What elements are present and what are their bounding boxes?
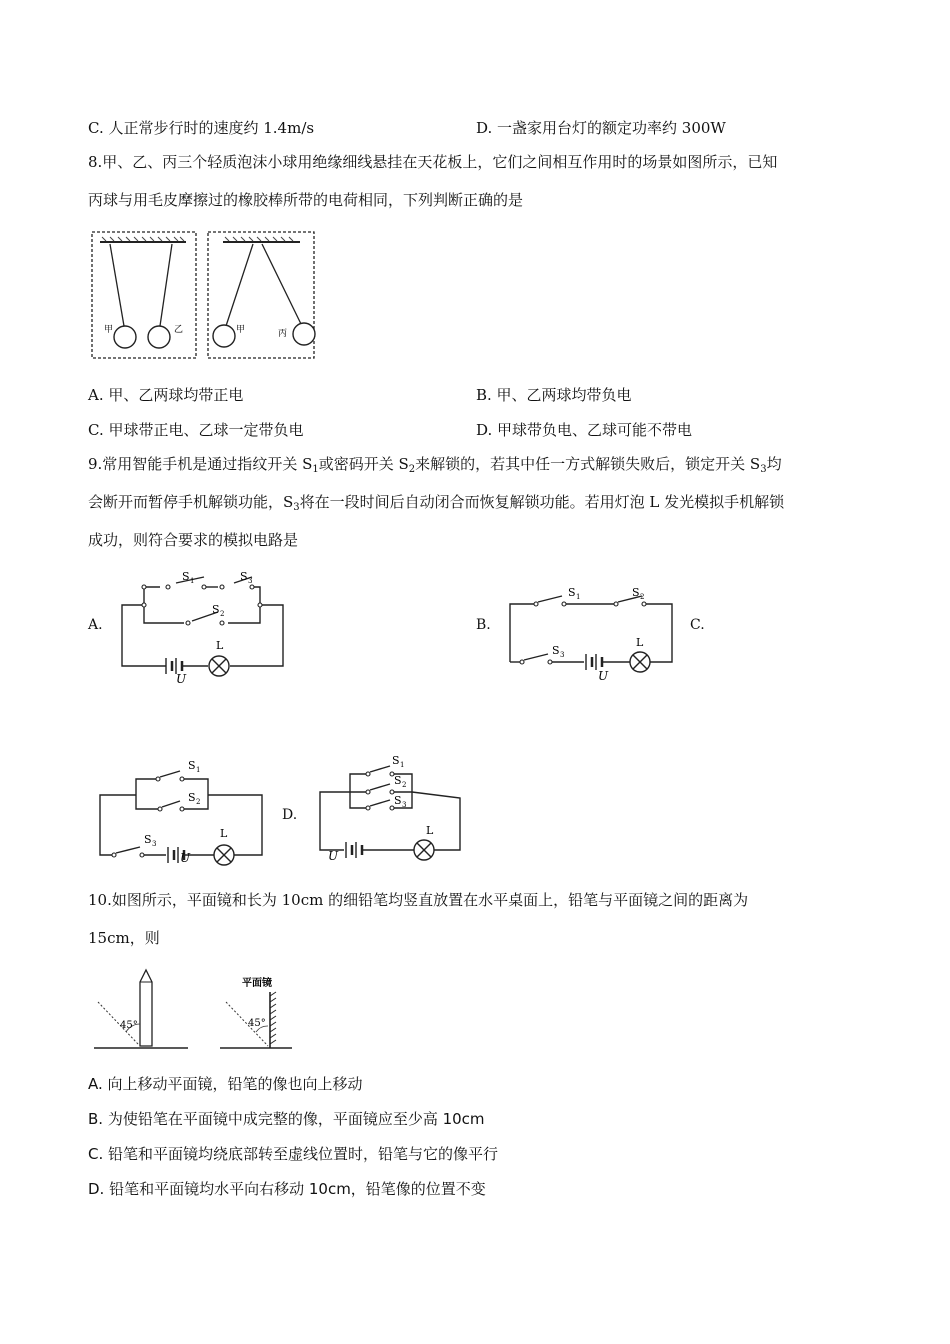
svg-text:1: 1 <box>576 593 581 601</box>
q10-option-d: D. 铅笔和平面镜均水平向右移动 10cm，铅笔像的位置不变 <box>88 1180 486 1198</box>
svg-text:S: S <box>632 586 640 599</box>
svg-text:2: 2 <box>196 798 201 806</box>
svg-text:2: 2 <box>402 781 407 789</box>
svg-text:3: 3 <box>560 651 565 659</box>
svg-text:L: L <box>220 827 228 840</box>
svg-text:U: U <box>598 669 609 683</box>
q8-stem-line2: 丙球与用毛皮摩擦过的橡胶棒所带的电荷相同，下列判断正确的是 <box>88 191 524 209</box>
q8-option-d: D. 甲球带负电、乙球可能不带电 <box>476 421 693 439</box>
svg-text:L: L <box>636 636 644 649</box>
q8-ball-jia-label: 甲 <box>104 325 114 335</box>
q9-circuit-b <box>506 582 676 682</box>
q9-option-c-label: C. <box>690 617 705 633</box>
svg-text:2: 2 <box>220 610 225 618</box>
q10-option-c: C. 铅笔和平面镜均绕底部转至虚线位置时，铅笔与它的像平行 <box>88 1145 499 1163</box>
svg-text:S: S <box>182 570 190 583</box>
q9-stem-line1: 9.常用智能手机是通过指纹开关 $S_1$或密码开关 $S_2$来解锁的，若其中任一方式解锁失败后，锁定开关 $S_3$均 <box>88 455 782 475</box>
q8-ball-yi-label: 乙 <box>174 325 184 335</box>
q9-option-a-label: A. <box>88 617 103 633</box>
svg-text:U: U <box>328 849 339 863</box>
q9-stem-line2: 会断开而暂停手机解锁功能，$S_3$将在一段时间后自动闭合而恢复解锁功能。若用灯泡 L 发光模拟手机解锁 <box>88 493 785 513</box>
q9-option-b-label: B. <box>476 617 491 633</box>
q10-option-b: B. 为使铅笔在平面镜中成完整的像，平面镜应至少高 10cm <box>88 1110 485 1128</box>
q9-circuit-a <box>118 565 288 686</box>
svg-text:L: L <box>216 639 224 652</box>
svg-text:1: 1 <box>196 766 201 774</box>
svg-text:3: 3 <box>402 801 407 809</box>
q8-ball-jia-label-2: 甲 <box>236 325 246 335</box>
svg-text:U: U <box>176 672 187 686</box>
q9-option-d-label: D. <box>282 807 298 823</box>
q10-stem-line1: 10.如图所示，平面镜和长为 10cm 的细铅笔均竖直放置在水平桌面上，铅笔与平面镜之间的距离为 <box>88 891 749 909</box>
svg-text:L: L <box>426 824 434 837</box>
q7-option-c: C. 人正常步行时的速度约 1.4m/s <box>88 119 315 137</box>
q10-option-a: A. 向上移动平面镜，铅笔的像也向上移动 <box>88 1075 363 1093</box>
svg-text:S: S <box>188 791 196 804</box>
svg-text:S: S <box>240 570 248 583</box>
svg-text:S: S <box>212 603 220 616</box>
q8-option-c: C. 甲球带正电、乙球一定带负电 <box>88 421 304 439</box>
svg-text:U: U <box>180 851 191 865</box>
q8-figure <box>88 228 328 363</box>
svg-text:S: S <box>568 586 576 599</box>
q9-circuit-d <box>316 752 466 862</box>
q8-option-a: A. 甲、乙两球均带正电 <box>88 386 244 404</box>
svg-text:3: 3 <box>248 577 253 585</box>
svg-text:3: 3 <box>152 840 157 848</box>
svg-text:2: 2 <box>640 593 645 601</box>
svg-text:S: S <box>392 754 400 767</box>
svg-text:S: S <box>394 794 402 807</box>
svg-text:S: S <box>144 833 152 846</box>
svg-text:S: S <box>552 644 560 657</box>
q9-stem-line3: 成功，则符合要求的模拟电路是 <box>88 531 299 549</box>
svg-text:1: 1 <box>190 577 195 585</box>
q8-stem-line1: 8.甲、乙、丙三个轻质泡沫小球用绝缘细线悬挂在天花板上，它们之间相互作用时的场景如图所示，已知 <box>88 153 778 171</box>
svg-text:1: 1 <box>400 761 405 769</box>
q8-ball-bing-label: 丙 <box>278 329 288 339</box>
q7-option-d: D. 一盏家用台灯的额定功率约 300W <box>476 119 726 137</box>
q10-figure <box>92 966 302 1052</box>
q8-option-b: B. 甲、乙两球均带负电 <box>476 386 632 404</box>
svg-text:S: S <box>394 774 402 787</box>
q10-mirror-label: 平面镜 <box>242 978 272 989</box>
q9-circuit-c <box>96 755 271 865</box>
svg-text:S: S <box>188 759 196 772</box>
q10-angle-label-2: 45° <box>248 1018 266 1029</box>
q10-angle-label-1: 45° <box>120 1020 138 1031</box>
q10-stem-line2: 15cm，则 <box>88 929 160 947</box>
